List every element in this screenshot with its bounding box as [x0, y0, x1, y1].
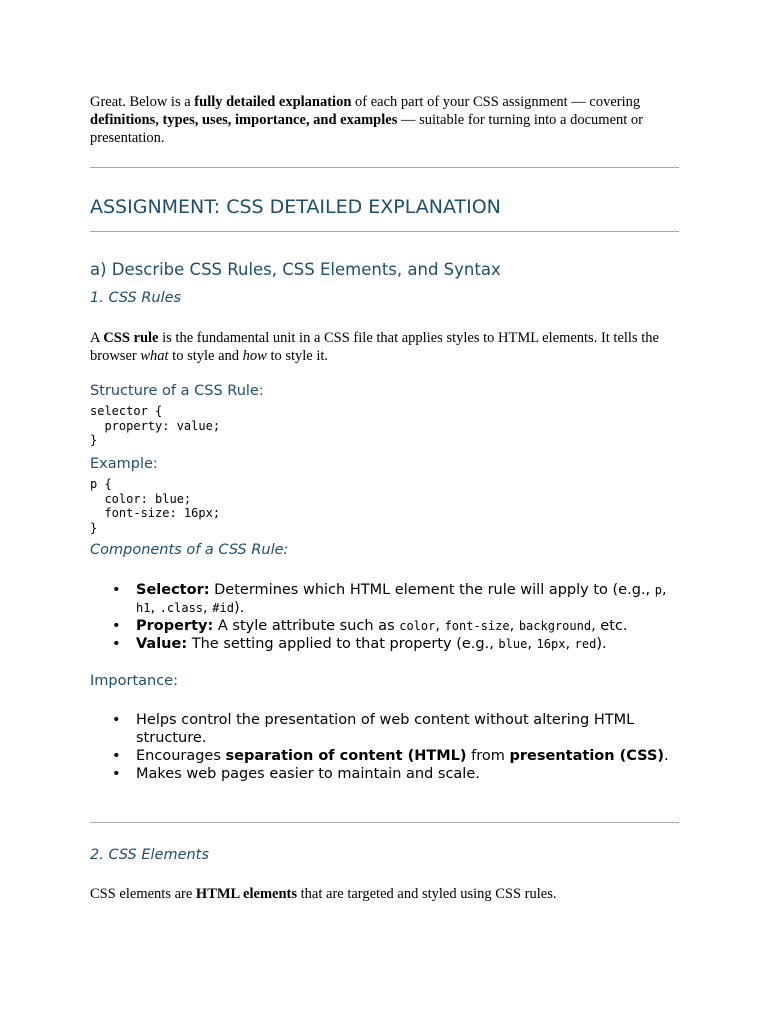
list-item-property: • Property: A style attribute such as color, font-size, background, etc. [112, 618, 628, 634]
divider [90, 822, 679, 823]
list-item-selector: • Selector: Determines which HTML element the rule will apply to (e.g., p, h1, .class, #id). [112, 582, 667, 616]
divider [90, 231, 679, 232]
importance-heading: Importance: [90, 673, 178, 689]
divider [90, 167, 679, 168]
bullet-icon: • [112, 636, 121, 652]
structure-code-block: selector { property: value; } [90, 404, 221, 447]
list-item: • Helps control the presentation of web content without altering HTML structure. [112, 712, 635, 746]
example-heading: Example: [90, 456, 158, 472]
bullet-icon: • [112, 712, 121, 728]
example-code-block: p { color: blue; font-size: 16px; } [90, 477, 221, 535]
bullet-icon: • [112, 748, 121, 764]
css-elements-heading: 2. CSS Elements [90, 847, 209, 863]
list-item: • Encourages separation of content (HTML) from presentation (CSS). [112, 748, 669, 764]
css-rules-heading: 1. CSS Rules [90, 290, 182, 306]
list-item: • Makes web pages easier to maintain and scale. [112, 766, 480, 782]
bullet-icon: • [112, 618, 121, 634]
importance-list [90, 711, 676, 783]
bullet-icon: • [112, 582, 121, 598]
bullet-icon: • [112, 766, 121, 782]
css-elements-paragraph: CSS elements are HTML elements that are targeted and styled using CSS rules. [90, 886, 557, 902]
section-a-heading: a) Describe CSS Rules, CSS Elements, and Syntax [90, 260, 501, 279]
list-item-value: • Value: The setting applied to that property (e.g., blue, 16px, red). [112, 636, 607, 652]
components-list [90, 581, 676, 653]
page-title: ASSIGNMENT: CSS DETAILED EXPLANATION [90, 196, 501, 218]
structure-heading: Structure of a CSS Rule: [90, 383, 264, 399]
intro-paragraph: Great. Below is a fully detailed explanation of each part of your CSS assignment — covering definitions, types, uses, importance, and examples — suitable for turning into a document or presentation. [90, 94, 643, 146]
components-heading: Components of a CSS Rule: [90, 542, 289, 558]
css-rule-paragraph: A CSS rule is the fundamental unit in a CSS file that applies styles to HTML elements. It tells the browser what to style and how to style it. [90, 330, 659, 364]
